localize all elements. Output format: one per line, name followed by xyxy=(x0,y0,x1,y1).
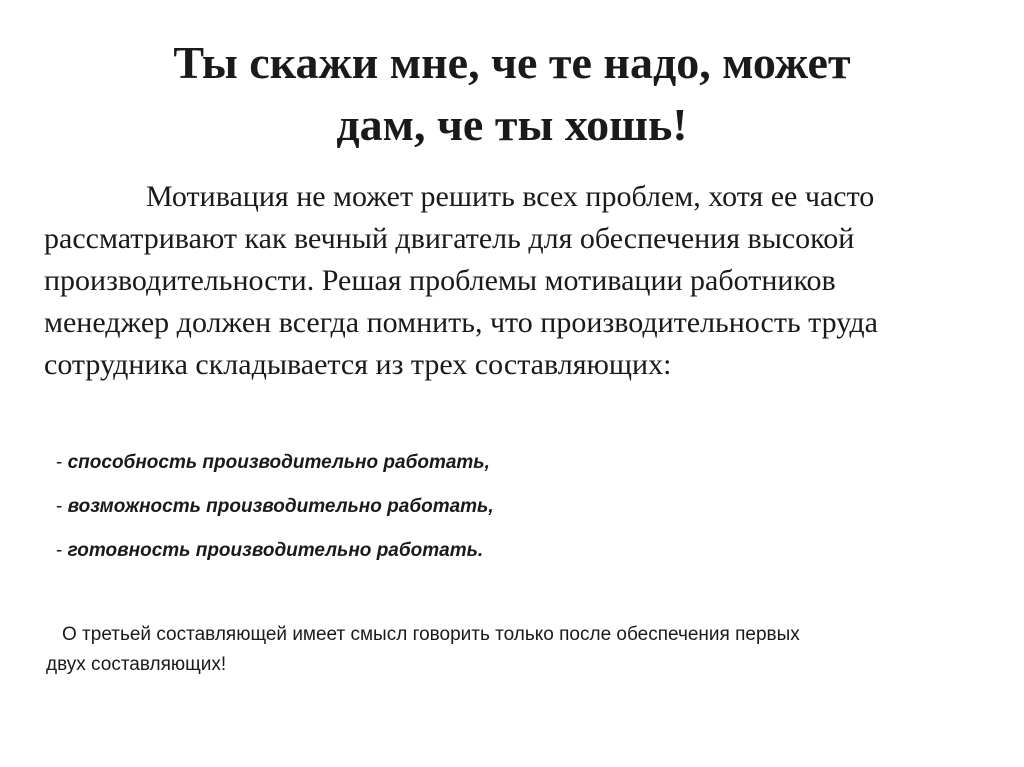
conclusion-line: двух составляющих! xyxy=(46,654,227,675)
intro-paragraph xyxy=(44,176,994,386)
list-item-text: возможность производительно работать, xyxy=(67,496,494,517)
intro-line: сотрудника складывается из трех составляющих: xyxy=(44,348,672,381)
list-dash: - xyxy=(56,452,68,473)
conclusion-paragraph xyxy=(46,620,996,680)
conclusion-line: О третьей составляющей имеет смысл говорить только после обеспечения первых xyxy=(62,624,800,645)
intro-line: менеджер должен всегда помнить, что производительность труда xyxy=(44,306,878,339)
list-item-text: готовность производительно работать. xyxy=(67,540,484,561)
components-list xyxy=(56,446,494,578)
list-item xyxy=(56,534,494,578)
title-line: Ты скажи мне, че те надо, может xyxy=(173,37,851,88)
intro-line: Мотивация не может решить всех проблем, хотя ее часто xyxy=(146,180,875,213)
slide-title xyxy=(40,32,984,156)
intro-line: производительности. Решая проблемы мотивации работников xyxy=(44,264,836,297)
list-dash: - xyxy=(56,496,68,517)
intro-line: рассматривают как вечный двигатель для обеспечения высокой xyxy=(44,222,855,255)
title-line: дам, че ты хошь! xyxy=(336,99,688,150)
list-item-text: способность производительно работать, xyxy=(67,452,490,473)
list-item xyxy=(56,446,494,490)
list-dash: - xyxy=(56,540,68,561)
list-item xyxy=(56,490,494,534)
